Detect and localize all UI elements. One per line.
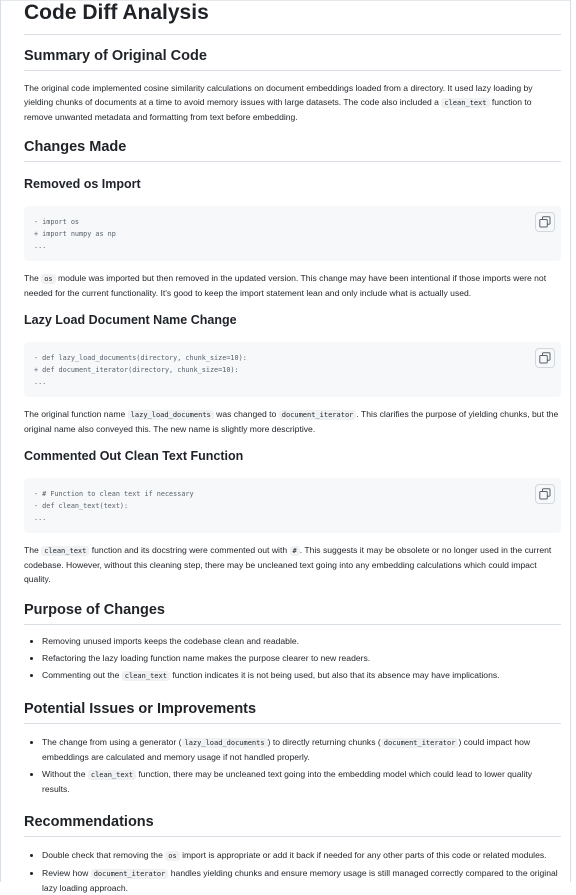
issues-item-2-text-a: Without the [42,769,88,779]
copy-icon [539,352,551,364]
removed-os-text-a: The [24,273,42,283]
purpose-list [24,634,561,683]
summary-heading: Summary of Original Code [24,46,561,71]
copy-icon [539,488,551,500]
inline-code-os: os [41,274,55,284]
copy-icon [539,216,551,228]
list-item [42,767,561,796]
lazy-load-text-b: was changed to [213,409,279,419]
purpose-item-3-text-b: function indicates it is not being used, but also that its absence may have implications. [169,670,500,680]
code-block-removed-os [24,206,561,261]
recommendations-item-1-text-a: Double check that removing the [42,850,166,860]
inline-code-lazy-load-documents: lazy_load_documents [128,410,214,420]
issues-item-1-text-c: ) could impact how embeddings are calculated and memory usage if not handled properly. [42,737,531,762]
title-wrap [24,0,561,35]
code-lazy-load: - def lazy_load_documents(directory, chunk_size=10): + def document_iterator(directory, chunk_size=10): ... [34,354,247,386]
removed-os-text-b: module was imported but then removed in the updated version. This change may have been intentional if those imports were not needed for the current functionality. It's good to keep the import statement lean and only include what is actually used. [24,273,547,298]
purpose-item-1-text: Removing unused imports keeps the codebase clean and readable. [42,636,300,646]
clean-text-heading: Commented Out Clean Text Function [24,449,244,463]
page-title: Code Diff Analysis [24,1,209,24]
list-item [42,735,561,764]
inline-code-document-iterator: document_iterator [91,869,169,879]
code-clean-text: - # Function to clean text if necessary - def clean_text(text): ... [34,490,194,522]
issues-heading: Potential Issues or Improvements [24,699,561,724]
recommendations-list [24,848,561,895]
inline-code-document-iterator: document_iterator [279,410,357,420]
copy-button[interactable] [535,212,555,232]
page-left-border [0,0,1,882]
recommendations-item-2-text-a: Review how [42,868,91,878]
purpose-heading: Purpose of Changes [24,600,561,625]
recommendations-item-2-text-b: handles yielding chunks and ensure memory usage is still managed correctly compared to the original lazy loading approach. [42,868,558,893]
recommendations-heading: Recommendations [24,812,561,837]
inline-code-lazy-load-documents: lazy_load_documents [182,738,268,748]
inline-code-clean-text: clean_text [41,546,89,556]
issues-list [24,735,561,796]
lazy-load-text [24,407,561,436]
inline-code-os: os [165,851,179,861]
clean-text-text-b: function and its docstring were commented out with [89,545,290,555]
lazy-load-heading: Lazy Load Document Name Change [24,313,237,327]
inline-code-clean-text: clean_text [88,770,136,780]
list-item [42,634,561,648]
inline-code-document-iterator: document_iterator [381,738,459,748]
document-content [24,0,561,895]
removed-os-text [24,271,561,300]
list-item [42,848,561,863]
purpose-item-3-text-a: Commenting out the [42,670,122,680]
copy-button[interactable] [535,348,555,368]
inline-code-hash: # [290,546,300,556]
clean-text-text [24,543,561,586]
changes-heading: Changes Made [24,137,561,162]
issues-item-1-text-a: The change from using a generator ( [42,737,182,747]
lazy-load-text-a: The original function name [24,409,128,419]
recommendations-item-1-text-b: import is appropriate or add it back if needed for any other parts of this code or related modules. [179,850,547,860]
summary-text-b: function to remove unwanted metadata and formatting from text before embedding. [24,97,532,122]
issues-item-2-text-b: function, there may be uncleaned text going into the embedding model which could lead to lower quality results. [42,769,533,794]
issues-item-1-text-b: ) to directly returning chunks ( [267,737,381,747]
page-right-border [570,0,571,882]
lazy-load-text-c: . This clarifies the purpose of yielding chunks, but the original name also conveyed this. The new name is slightly more descriptive. [24,409,559,434]
removed-os-heading: Removed os Import [24,177,141,191]
purpose-item-2-text: Refactoring the lazy loading function name makes the purpose clearer to new readers. [42,653,371,663]
inline-code-clean-text: clean_text [122,671,170,681]
list-item [42,668,561,683]
clean-text-text-c: . This suggests it may be obsolete or no longer used in the current codebase. However, without this cleaning step, there may be uncleaned text going into any embedding calculations which could impact quality. [24,545,552,584]
list-item [42,651,561,665]
summary-text-a: The original code implemented cosine similarity calculations on document embeddings loaded from a directory. It used lazy loading by yielding chunks of documents at a time to avoid memory issues with large datasets. The code also included a [24,83,533,107]
inline-code-clean-text: clean_text [441,98,489,108]
code-block-lazy-load [24,342,561,397]
summary-text [24,81,561,124]
code-block-clean-text [24,478,561,533]
copy-button[interactable] [535,484,555,504]
list-item [42,866,561,895]
code-removed-os: - import os + import numpy as np ... [34,218,116,250]
clean-text-text-a: The [24,545,42,555]
